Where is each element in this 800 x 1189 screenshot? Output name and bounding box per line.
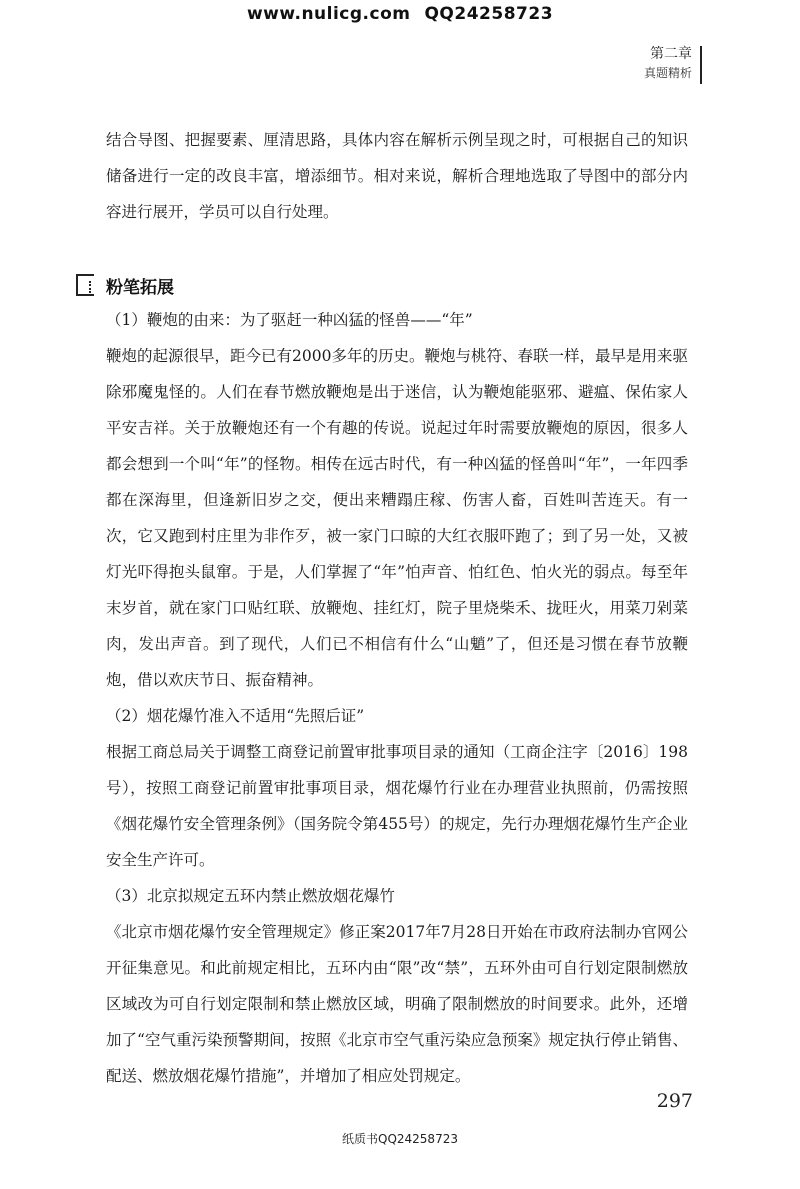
item-body: 鞭炮的起源很早，距今已有2000多年的历史。鞭炮与桃符、春联一样，最早是用来驱除邪魔鬼怪的。人们在春节燃放鞭炮是出于迷信，认为鞭炮能驱邪、避瘟、保佑家人平安吉祥。关于放鞭炮还有一个有趣的传说。说起过年时需要放鞭炮的原因，很多人都会想到一个叫“年”的怪物。相传在远古时代，有一种凶猛的怪兽叫“年”，一年四季都在深海里，但逢新旧岁之交，便出来糟蹋庄稼、伤害人畜，百姓叫苦连天。有一次，它又跑到村庄里为非作歹，被一家门口晾的大红衣服吓跑了；到了另一处，又被灯光吓得抱头鼠窜。于是，人们掌握了“年”怕声音、怕红色、怕火光的弱点。每至年末岁首，就在家门口贴红联、放鞭炮、挂红灯，院子里烧柴禾、拢旺火，用菜刀剁菜肉，发出声音。到了现代，人们已不相信有什么“山魈”了，但还是习惯在春节放鞭炮，借以欢庆节日、振奋精神。 (106, 347, 688, 689)
page-number: 297 (656, 1090, 693, 1112)
section-title: 粉笔拓展 (106, 277, 174, 298)
item-body: 《北京市烟花爆竹安全管理规定》修正案2017年7月28日开始在市政府法制办官网公开征集意见。和此前规定相比，五环内由“限”改“禁”，五环外由可自行划定限制燃放区域改为可自行划定限制和禁止燃放区域，明确了限制燃放的时间要求。此外，还增加了“空气重污染预警期间，按照《北京市空气重污染应急预案》规定执行停止销售、配送、燃放烟花爆竹措施”，并增加了相应处罚规定。 (106, 923, 688, 1085)
section-item-3 (106, 878, 688, 1094)
section-item-1 (106, 302, 688, 698)
page-content (106, 122, 688, 1094)
bookmark-icon (76, 274, 94, 296)
chapter-subtitle: 真题精析 (643, 66, 692, 80)
chapter-header (644, 46, 702, 84)
watermark-qq: QQ24258723 (424, 4, 554, 24)
section-heading (76, 268, 688, 302)
chapter-title: 第二章 (650, 46, 692, 62)
watermark-site: www.nulicg.com (246, 4, 411, 24)
intro-paragraph: 结合导图、把握要素、厘清思路，具体内容在解析示例呈现之时，可根据自己的知识储备进行一定的改良丰富，增添细节。相对来说，解析合理地选取了导图中的部分内容进行展开，学员可以自行处理。 (106, 131, 688, 221)
item-body: 根据工商总局关于调整工商登记前置审批事项目录的通知（工商企注字〔2016〕198号），按照工商登记前置审批事项目录，烟花爆竹行业在办理营业执照前，仍需按照《烟花爆竹安全管理条例》（国务院令第455号）的规定，先行办理烟花爆竹生产企业安全生产许可。 (106, 743, 688, 869)
item-heading: （3）北京拟规定五环内禁止燃放烟花爆竹 (106, 887, 395, 905)
section-item-2 (106, 698, 688, 878)
item-heading: （1）鞭炮的由来：为了驱赶一种凶猛的怪兽——“年” (106, 311, 473, 329)
top-watermark (0, 4, 800, 24)
bottom-watermark: 纸质书QQ24258723 (342, 1132, 458, 1146)
item-heading: （2）烟花爆竹准入不适用“先照后证” (106, 707, 365, 725)
